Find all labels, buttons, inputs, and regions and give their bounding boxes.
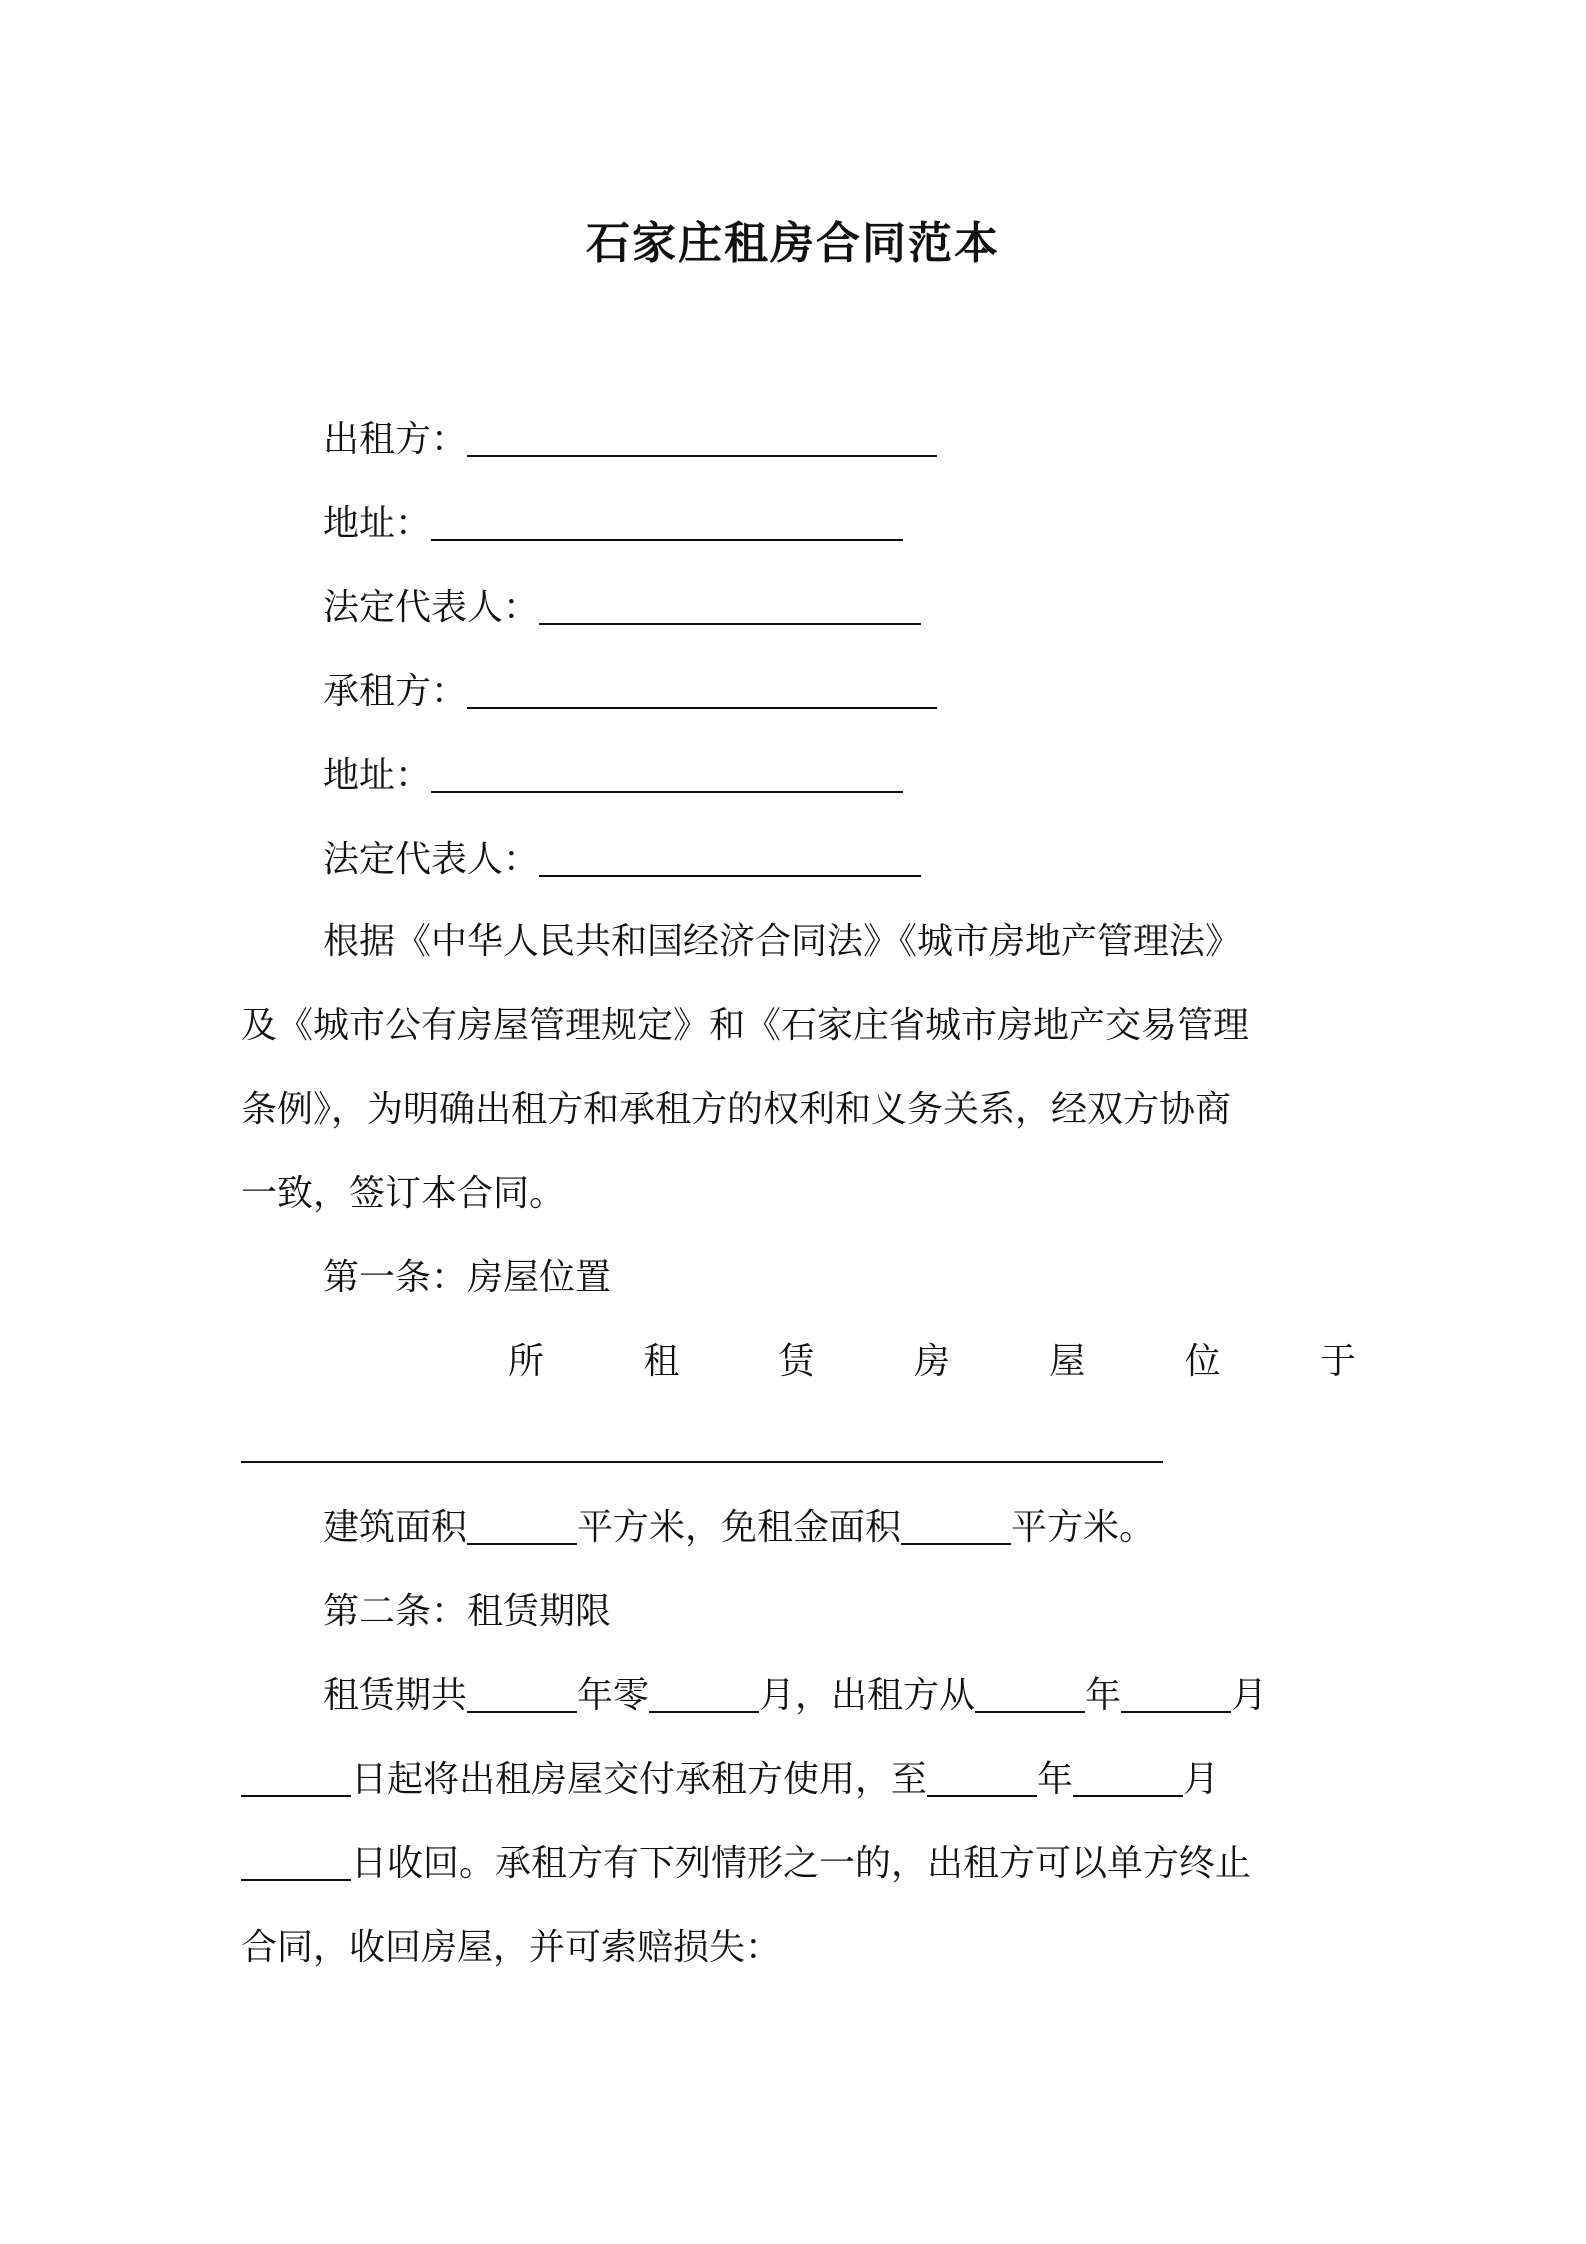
located-at-line <box>241 1337 1356 1387</box>
area-text-3: 平方米。 <box>1011 1507 1156 1548</box>
lessee-rep-blank[interactable] <box>539 841 921 877</box>
term-months-blank[interactable] <box>649 1677 759 1713</box>
lessor-address-blank[interactable] <box>431 505 903 541</box>
lessor-field <box>241 415 1438 465</box>
term-text: 年 <box>1037 1759 1074 1800</box>
end-year-blank[interactable] <box>927 1761 1037 1797</box>
intro-line-1: 根据《中华人民共和国经济合同法》《城市房地产管理法》 <box>323 921 1242 962</box>
term-line-1 <box>241 1671 1438 1721</box>
located-char: 赁 <box>778 1341 815 1382</box>
located-char: 于 <box>1319 1341 1356 1382</box>
term-years-blank[interactable] <box>467 1677 577 1713</box>
term-line-3 <box>241 1839 1356 1889</box>
location-blank-line <box>241 1421 1356 1471</box>
building-area-blank[interactable] <box>467 1509 577 1545</box>
lessor-blank[interactable] <box>467 421 937 457</box>
lessee-address-label: 地址： <box>323 755 432 796</box>
lessor-address-field <box>241 499 1438 549</box>
lessor-label: 出租方： <box>323 419 468 460</box>
lessee-field <box>241 667 1438 717</box>
start-year-blank[interactable] <box>975 1677 1085 1713</box>
intro-line-2: 及《城市公有房屋管理规定》和《石家庄省城市房地产交易管理 <box>241 1005 1250 1046</box>
lessee-rep-field <box>241 835 1438 885</box>
term-text: 租赁期共 <box>323 1675 468 1716</box>
start-month-blank[interactable] <box>1121 1677 1231 1713</box>
article-2-heading: 第二条：租赁期限 <box>323 1591 612 1632</box>
located-char: 租 <box>643 1341 680 1382</box>
intro-line-4: 一致，签订本合同。 <box>241 1173 566 1214</box>
located-char: 房 <box>913 1341 950 1382</box>
term-line-2 <box>241 1755 1356 1805</box>
term-text: 月 <box>1183 1759 1220 1800</box>
term-line-4: 合同，收回房屋，并可索赔损失： <box>241 1927 782 1968</box>
lessor-address-label: 地址： <box>323 503 432 544</box>
start-day-blank[interactable] <box>241 1761 351 1797</box>
lessor-rep-blank[interactable] <box>539 589 921 625</box>
lessee-rep-label: 法定代表人： <box>323 839 540 880</box>
term-text: 年零 <box>577 1675 650 1716</box>
document-title: 石家庄租房合同范本 <box>586 218 1000 269</box>
term-text: 日收回。承租方有下列情形之一的，出租方可以单方终止 <box>351 1843 1252 1884</box>
rent-free-area-blank[interactable] <box>901 1509 1011 1545</box>
lessee-address-blank[interactable] <box>431 757 903 793</box>
term-text: 月 <box>1231 1675 1268 1716</box>
article-1-heading: 第一条：房屋位置 <box>323 1257 612 1298</box>
term-text: 日起将出租房屋交付承租方使用，至 <box>351 1759 928 1800</box>
located-char: 屋 <box>1049 1341 1086 1382</box>
end-day-blank[interactable] <box>241 1845 351 1881</box>
term-text: 年 <box>1085 1675 1122 1716</box>
lessor-rep-field <box>241 583 1438 633</box>
lessor-rep-label: 法定代表人： <box>323 587 540 628</box>
lessee-blank[interactable] <box>467 673 937 709</box>
located-char: 位 <box>1184 1341 1221 1382</box>
located-char: 所 <box>508 1341 545 1382</box>
area-line <box>241 1503 1438 1553</box>
lessee-label: 承租方： <box>323 671 468 712</box>
end-month-blank[interactable] <box>1073 1761 1183 1797</box>
lessee-address-field <box>241 751 1438 801</box>
term-text: 月，出租方从 <box>759 1675 976 1716</box>
location-blank[interactable] <box>241 1427 1163 1463</box>
area-text-2: 平方米，免租金面积 <box>577 1507 902 1548</box>
intro-line-3: 条例》，为明确出租方和承租方的权利和义务关系，经双方协商 <box>241 1089 1232 1130</box>
area-text-1: 建筑面积 <box>323 1507 468 1548</box>
